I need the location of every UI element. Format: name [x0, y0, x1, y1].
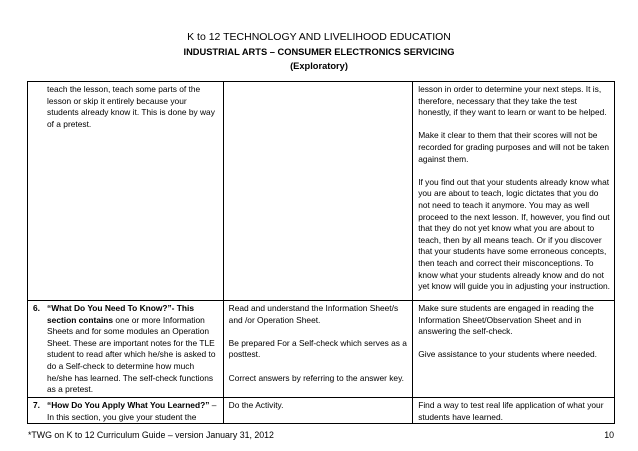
table-cell	[223, 301, 413, 398]
table-row	[28, 398, 615, 424]
document-title: K to 12 TECHNOLOGY AND LIVELIHOOD EDUCATION	[187, 31, 451, 43]
table-cell	[413, 82, 615, 301]
cell-paragraph: lesson in order to determine your next steps. It is, therefore, necessary that they take the test honestly, if they want to learn or want to be helped.	[418, 84, 607, 118]
item-number: 6.	[33, 303, 40, 313]
document-subtitle: INDUSTRIAL ARTS – CONSUMER ELECTRONICS SERVICING	[183, 47, 455, 57]
cell-text: Do the Activity.	[228, 400, 284, 410]
cell-paragraph: Read and understand the Information Sheet/s and /or Operation Sheet.	[228, 303, 399, 325]
item-heading: “What Do You Need To Know?”- This section contains	[47, 303, 195, 325]
item-number: 7.	[33, 400, 40, 410]
cell-text: Find a way to test real life application of what your students have learned.	[418, 400, 604, 422]
table-cell	[28, 82, 224, 301]
numbered-item	[33, 303, 219, 396]
item-text: – In this section, you give your student the	[47, 400, 217, 422]
numbered-item	[33, 400, 219, 423]
cell-paragraph: Be prepared For a Self-check which serves as a posttest.	[228, 337, 407, 360]
cell-text: teach the lesson, teach some parts of the lesson or skip it entirely because your students already know it. This is done by way of a pretest.	[47, 84, 215, 129]
page-number: 10	[604, 430, 614, 440]
document-subtitle-note: (Exploratory)	[290, 61, 348, 71]
table-cell	[413, 301, 615, 398]
table-cell	[223, 82, 413, 301]
table-cell	[413, 398, 615, 424]
table-row	[28, 82, 615, 301]
item-text: one or more Information Sheets and for some modules an Operation Sheet. These are important notes for the TLE student to read after which he/she is asked to do a Self-check to determine how much he/she has learned. The self-check functions as a pretest.	[47, 314, 216, 395]
table-cell	[223, 398, 413, 424]
item-heading: “How Do You Apply What You Learned?”	[47, 400, 210, 410]
table-row	[28, 301, 615, 398]
guide-table	[27, 81, 615, 424]
cell-paragraph: Make it clear to them that their scores will not be recorded for grading purposes and will not be taken against them.	[418, 130, 610, 164]
footer-note: *TWG on K to 12 Curriculum Guide – version January 31, 2012	[28, 430, 274, 440]
table-cell	[28, 301, 224, 398]
cell-paragraph: Correct answers by referring to the answer key.	[228, 372, 404, 383]
table-cell	[28, 398, 224, 424]
cell-paragraph: Make sure students are engaged in reading the Information Sheet/Observation Sheet and in answering the self-check.	[418, 303, 594, 337]
cell-paragraph: If you find out that your students already know what you are about to teach, logic dictates that you do not need to teach it anymore. You may as well proceed to the next lesson. If, however, you find out that they do not yet know what you are about to teach, then by all means teach. Or if you discover that your students have some erroneous concepts, then teach and correct their misconceptions. To know what your students already know and do not yet know will guide you in adjusting your instruction.	[418, 176, 610, 292]
cell-paragraph: Give assistance to your students where needed.	[418, 349, 597, 360]
